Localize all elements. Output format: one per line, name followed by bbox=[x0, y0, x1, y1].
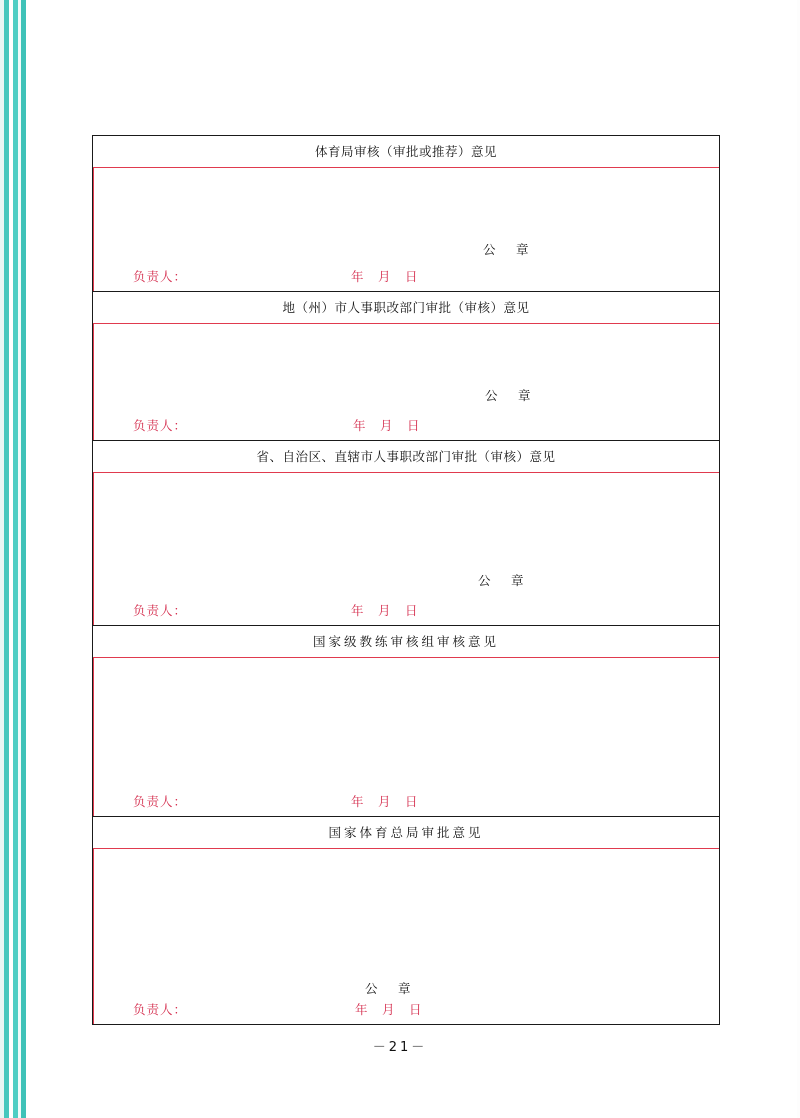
responsible-person-label: 负责人： bbox=[133, 269, 188, 284]
section-body[interactable] bbox=[93, 849, 719, 1024]
date-label: 年 月 日 bbox=[353, 418, 421, 433]
section-title: 国家级教练审核组审核意见 bbox=[93, 626, 719, 658]
left-margin-rule bbox=[93, 849, 94, 1024]
official-seal-label: 公 章 bbox=[478, 573, 528, 588]
section-title: 体育局审核（审批或推荐）意见 bbox=[93, 136, 719, 168]
responsible-person-label: 负责人： bbox=[133, 418, 188, 433]
date-label: 年 月 日 bbox=[351, 269, 419, 284]
date-label: 年 月 日 bbox=[355, 1002, 423, 1017]
signature-row bbox=[93, 416, 719, 434]
date-label: 年 月 日 bbox=[351, 603, 419, 618]
section-body[interactable] bbox=[93, 473, 719, 625]
approval-form-table bbox=[92, 135, 720, 1025]
section-title: 国家体育总局审批意见 bbox=[93, 817, 719, 849]
page-number: －21－ bbox=[372, 1040, 428, 1055]
section-title: 省、自治区、直辖市人事职改部门审批（审核）意见 bbox=[93, 441, 719, 473]
responsible-person-label: 负责人： bbox=[133, 1002, 188, 1017]
signature-row bbox=[93, 267, 719, 285]
form-section bbox=[93, 625, 719, 816]
section-title: 地（州）市人事职改部门审批（审核）意见 bbox=[93, 292, 719, 324]
section-body[interactable] bbox=[93, 658, 719, 816]
signature-row bbox=[93, 792, 719, 810]
date-label: 年 月 日 bbox=[351, 794, 419, 809]
section-body[interactable] bbox=[93, 168, 719, 291]
official-seal-label: 公 章 bbox=[365, 981, 415, 996]
form-section bbox=[93, 816, 719, 1024]
responsible-person-label: 负责人： bbox=[133, 603, 188, 618]
form-section bbox=[93, 440, 719, 625]
signature-row bbox=[93, 1000, 719, 1018]
official-seal-label: 公 章 bbox=[483, 242, 533, 257]
responsible-person-label: 负责人： bbox=[133, 794, 188, 809]
signature-row bbox=[93, 601, 719, 619]
official-seal-label: 公 章 bbox=[485, 388, 535, 403]
form-section bbox=[93, 291, 719, 440]
form-section bbox=[93, 136, 719, 291]
section-body[interactable] bbox=[93, 324, 719, 440]
